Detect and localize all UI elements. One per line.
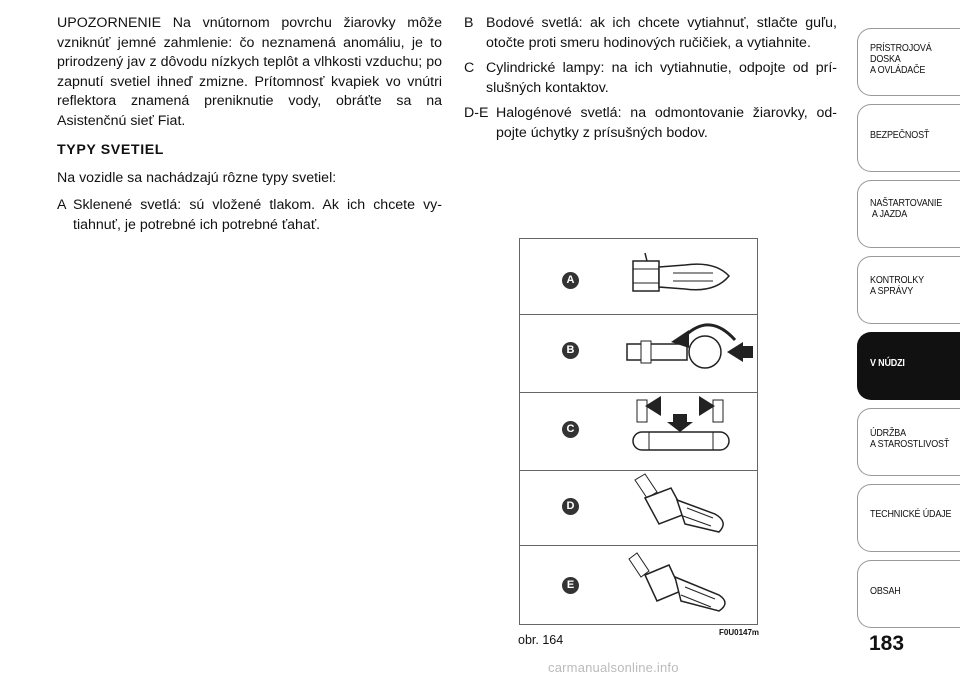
chapter-tab[interactable] [857,560,960,628]
figure-label-a: A [562,272,579,289]
figure-label-b: B [562,342,579,359]
cylindrical-bulb-icon [615,392,745,470]
item-de-label: D-E [464,105,489,121]
bulb-types-figure [519,238,758,625]
bulb-row-d [520,470,757,546]
item-c [464,59,837,98]
chapter-tab-label: ÚDRŽBA A STAROSTLIVOSŤ [870,428,950,450]
chapter-tab-label: KONTROLKY A SPRÁVY [870,275,924,297]
item-b [464,14,837,53]
chapter-tab-label: PRÍSTROJOVÁ DOSKA A OVLÁDAČE [870,43,932,76]
chapter-tab-label: NAŠTARTOVANIE A JAZDA [870,198,943,220]
spot-bulb-icon [615,314,755,392]
chapter-tab-label: OBSAH [870,586,901,597]
halogen-h1-bulb-icon [615,545,745,624]
figure-code: F0U0147m [719,628,760,637]
figure-label-d: D [562,498,579,515]
intro-paragraph: Na vozidle sa nachádzajú rôzne typy svetiel: [57,169,337,186]
page-number: 183 [869,632,905,655]
bulb-row-b [520,314,757,393]
chapter-tab[interactable] [857,256,960,324]
chapter-tab[interactable] [857,332,960,400]
chapter-tab[interactable] [857,484,960,552]
bulb-row-c [520,392,757,471]
glass-bulb-icon [615,239,745,314]
bulb-row-e [520,545,757,624]
item-c-label: C [464,60,475,76]
watermark: carmanualsonline.info [548,660,679,675]
figure-caption: obr. 164 [518,633,564,647]
chapter-tab-label: BEZPEČNOSŤ [870,130,930,141]
right-column [464,14,837,149]
item-b-label: B [464,15,474,31]
item-a-label: A [57,197,67,213]
chapter-tab-label: TECHNICKÉ ÚDAJE [870,509,952,520]
left-column [57,14,442,241]
item-de-text: Halogénové svetlá: na odmontovanie žiarovky, od- pojte úchytky z prísušných bodov. [496,105,837,141]
bulb-row-a [520,239,757,315]
item-a-text: Sklenené svetlá: sú vložené tlakom. Ak ich chcete vy- tiahnuť, je potrebné ich potrebné ťahať. [73,197,442,233]
chapter-tab-label: V NÚDZI [870,358,905,369]
warning-paragraph: UPOZORNENIE Na vnútornom povrchu žiarovky môže vzniknúť jemné zahmlenie: čo neznamená anomáliu, je to prirodzený jav z dôvodu nízkych teplôt a vlhkosti vzduchu; po zapnutí svetiel ihneď zmizne. Prítomnosť kvapiek vo vnútri reflektora znamená preniknutie vody, obráťte sa na Asistenčnú sieť Fiat. [57,15,442,129]
chapter-tab[interactable] [857,104,960,172]
halogen-h7-bulb-icon [615,470,745,545]
chapter-tab[interactable] [857,408,960,476]
chapter-tab[interactable] [857,180,960,248]
figure-label-c: C [562,421,579,438]
item-de [464,104,837,143]
item-a [57,196,442,235]
item-b-text: Bodové svetlá: ak ich chcete vytiahnuť, stlačte guľu, otočte proti smeru hodinových ručičiek, a vytiahnite. [486,15,837,51]
item-c-text: Cylindrické lampy: na ich vytiahnutie, odpojte od prí- slušných kontaktov. [486,60,837,96]
figure-label-e: E [562,577,579,594]
chapter-tab[interactable] [857,28,960,96]
section-heading: TYPY SVETIEL [57,142,165,158]
